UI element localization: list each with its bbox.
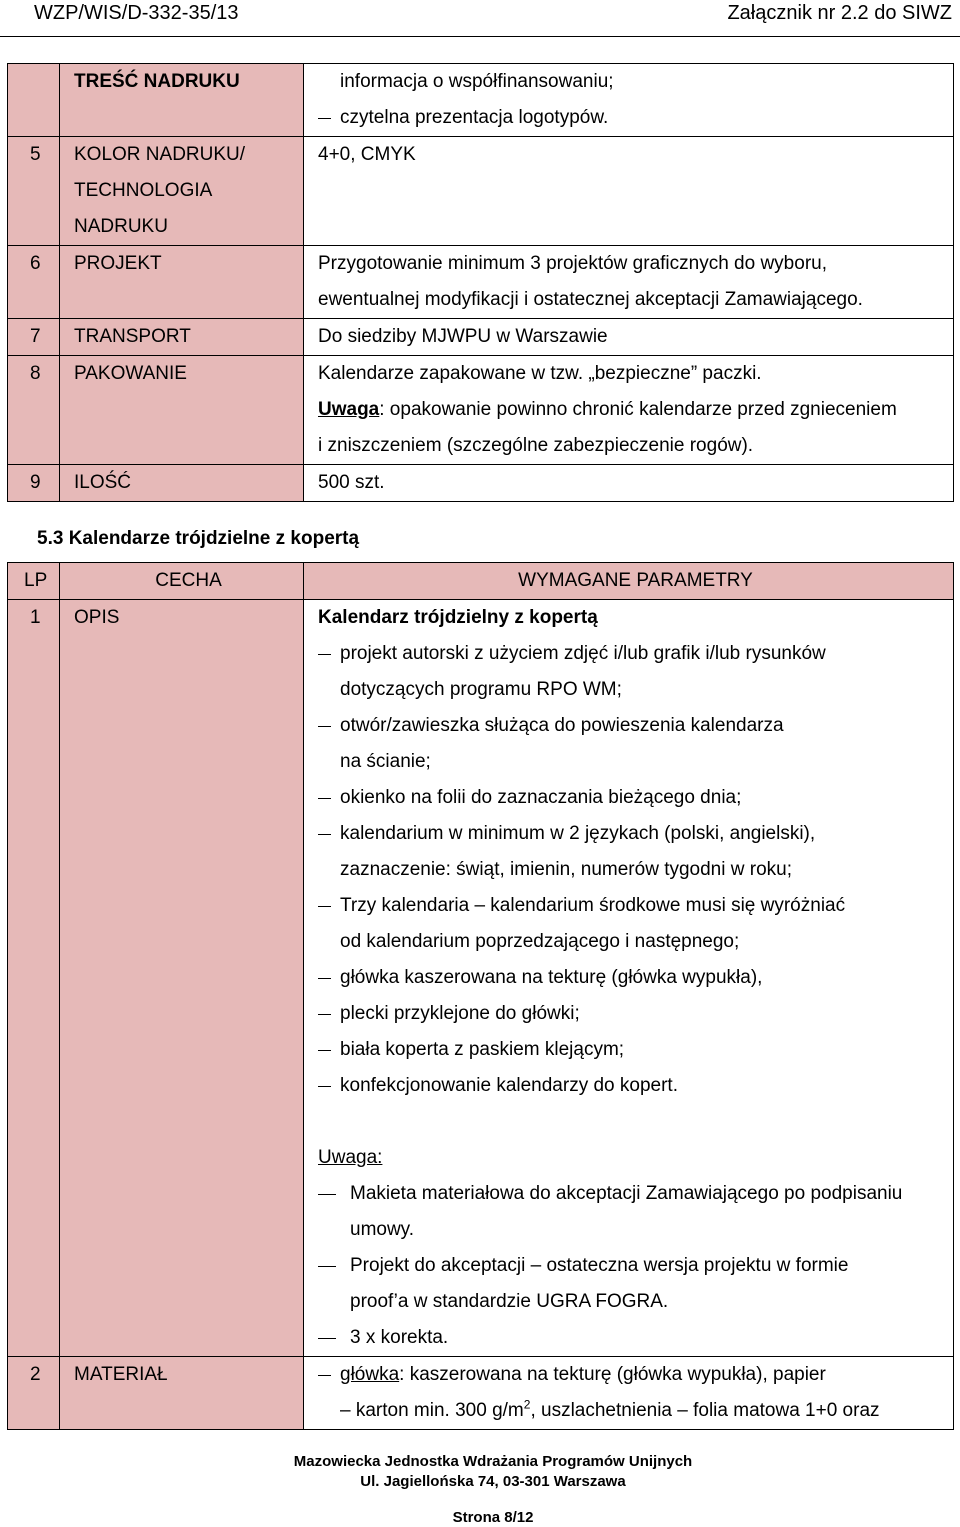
page-header — [0, 0, 960, 37]
list-item: główka: kaszerowana na tekturę (główka wypukła), papier — [318, 1357, 953, 1393]
list-item: 3 x korekta. — [318, 1320, 953, 1356]
footer-address: Ul. Jagiellońska 74, 03-301 Warszawa — [360, 1473, 626, 1490]
column-header-lp: LP — [8, 563, 60, 600]
footer-organization: Mazowiecka Jednostka Wdrażania Programów Unijnych — [293, 1453, 693, 1470]
page-number: Strona 8/12 — [452, 1509, 534, 1526]
param-cell: 500 szt. — [304, 465, 954, 502]
list-item: projekt autorski z użyciem zdjęć i/lub grafik i/lub rysunków — [318, 636, 953, 672]
list-item: Trzy kalendaria – kalendarium środkowe musi się wyróżniać — [318, 888, 953, 924]
table-row — [8, 319, 954, 356]
param-cell: Kalendarze zapakowane w tzw. „bezpieczne” paczki. Uwaga: opakowanie powinno chronić kalendarze przed zgnieceniem i zniszczeniem (szczególne zabezpieczenie rogów). — [304, 356, 954, 465]
cecha-cell: TRANSPORT — [60, 319, 304, 356]
list-item: okienko na folii do zaznaczania bieżącego dnia; — [318, 780, 953, 816]
lp-cell: 7 — [8, 319, 60, 356]
table-row — [8, 465, 954, 502]
page-footer — [0, 1452, 960, 1492]
param-cell: Przygotowanie minimum 3 projektów graficznych do wyboru, ewentualnej modyfikacji i ostatecznej akceptacji Zamawiającego. — [304, 246, 954, 319]
cecha-cell: TREŚĆ NADRUKU — [60, 64, 304, 137]
list-item: Projekt do akceptacji – ostateczna wersja projektu w formie — [318, 1248, 953, 1284]
list-item: biała koperta z paskiem klejącym; — [318, 1032, 953, 1068]
table-row — [8, 600, 954, 1357]
cecha-cell: KOLOR NADRUKU/ TECHNOLOGIA NADRUKU — [60, 137, 304, 246]
spec-table-calendar — [7, 562, 954, 1430]
lp-cell: 9 — [8, 465, 60, 502]
lp-cell: 8 — [8, 356, 60, 465]
cecha-cell: PROJEKT — [60, 246, 304, 319]
cecha-cell: MATERIAŁ — [60, 1357, 304, 1430]
param-cell: Do siedziby MJWPU w Warszawie — [304, 319, 954, 356]
lp-cell: 1 — [8, 600, 60, 1357]
spec-table-continued — [7, 63, 954, 502]
column-header-cecha: CECHA — [60, 563, 304, 600]
cecha-cell: PAKOWANIE — [60, 356, 304, 465]
param-cell: główka: kaszerowana na tekturę (główka wypukła), papier – karton min. 300 $g/m^2$, uszlachetnienia – folia matowa 1+0 oraz — [304, 1357, 954, 1430]
table-row — [8, 137, 954, 246]
table-row — [8, 64, 954, 137]
param-cell: 4+0, CMYK — [304, 137, 954, 246]
list-item: główka kaszerowana na tekturę (główka wypukła), — [318, 960, 953, 996]
table-header-row — [8, 563, 954, 600]
param-cell: informacja o współfinansowaniu; czytelna prezentacja logotypów. — [304, 64, 954, 137]
list-item: konfekcjonowanie kalendarzy do kopert. — [318, 1068, 953, 1104]
list-item: czytelna prezentacja logotypów. — [318, 100, 953, 136]
table-row — [8, 1357, 954, 1430]
uwaga-label: Uwaga — [318, 399, 380, 420]
cecha-cell: ILOŚĆ — [60, 465, 304, 502]
list-item: Makieta materiałowa do akceptacji Zamawiającego po podpisaniu — [318, 1176, 953, 1212]
uwaga-label: Uwaga: — [318, 1147, 383, 1168]
table-row — [8, 356, 954, 465]
attachment-label: Załącznik nr 2.2 do SIWZ — [727, 2, 952, 24]
column-header-param: WYMAGANE PARAMETRY — [304, 563, 954, 600]
lp-cell: 2 — [8, 1357, 60, 1430]
lp-cell: 6 — [8, 246, 60, 319]
document-reference: WZP/WIS/D-332-35/13 — [34, 2, 239, 24]
section-title: 5.3 Kalendarze trójdzielne z kopertą — [37, 528, 360, 549]
cecha-cell: OPIS — [60, 600, 304, 1357]
list-item: plecki przyklejone do główki; — [318, 996, 953, 1032]
lp-cell — [8, 64, 60, 137]
table-row — [8, 246, 954, 319]
lp-cell: 5 — [8, 137, 60, 246]
param-cell: Kalendarz trójdzielny z kopertą projekt autorski z użyciem zdjęć i/lub grafik i/lub rysunków dotyczących programu RPO WM; otwór/zawieszka służąca do powieszenia kalendarza na ścianie; okienko na folii do zaznaczania bieżącego dnia; kalendarium w minimum w 2 językach (polski, angielski), zaznaczenie: świąt, imienin, numerów tygodni w roku; Trzy kalendaria – kalendarium środkowe musi się wyróżniać od kalendarium poprzedzającego i następnego; główka kaszerowana na tekturę (główka wypukła), plecki przyklejone do główki; biała koperta z paskiem klejącym; konfekcjonowanie kalendarzy do kopert. Uwaga: Makieta materiałowa do akceptacji Zamawiającego po podpisaniu umowy. Projekt do akceptacji – ostateczna wersja projektu w formie proof’a w standardzie UGRA FOGRA. 3 x korekta. — [304, 600, 954, 1357]
list-item: otwór/zawieszka służąca do powieszenia kalendarza — [318, 708, 953, 744]
list-item: kalendarium w minimum w 2 językach (polski, angielski), — [318, 816, 953, 852]
